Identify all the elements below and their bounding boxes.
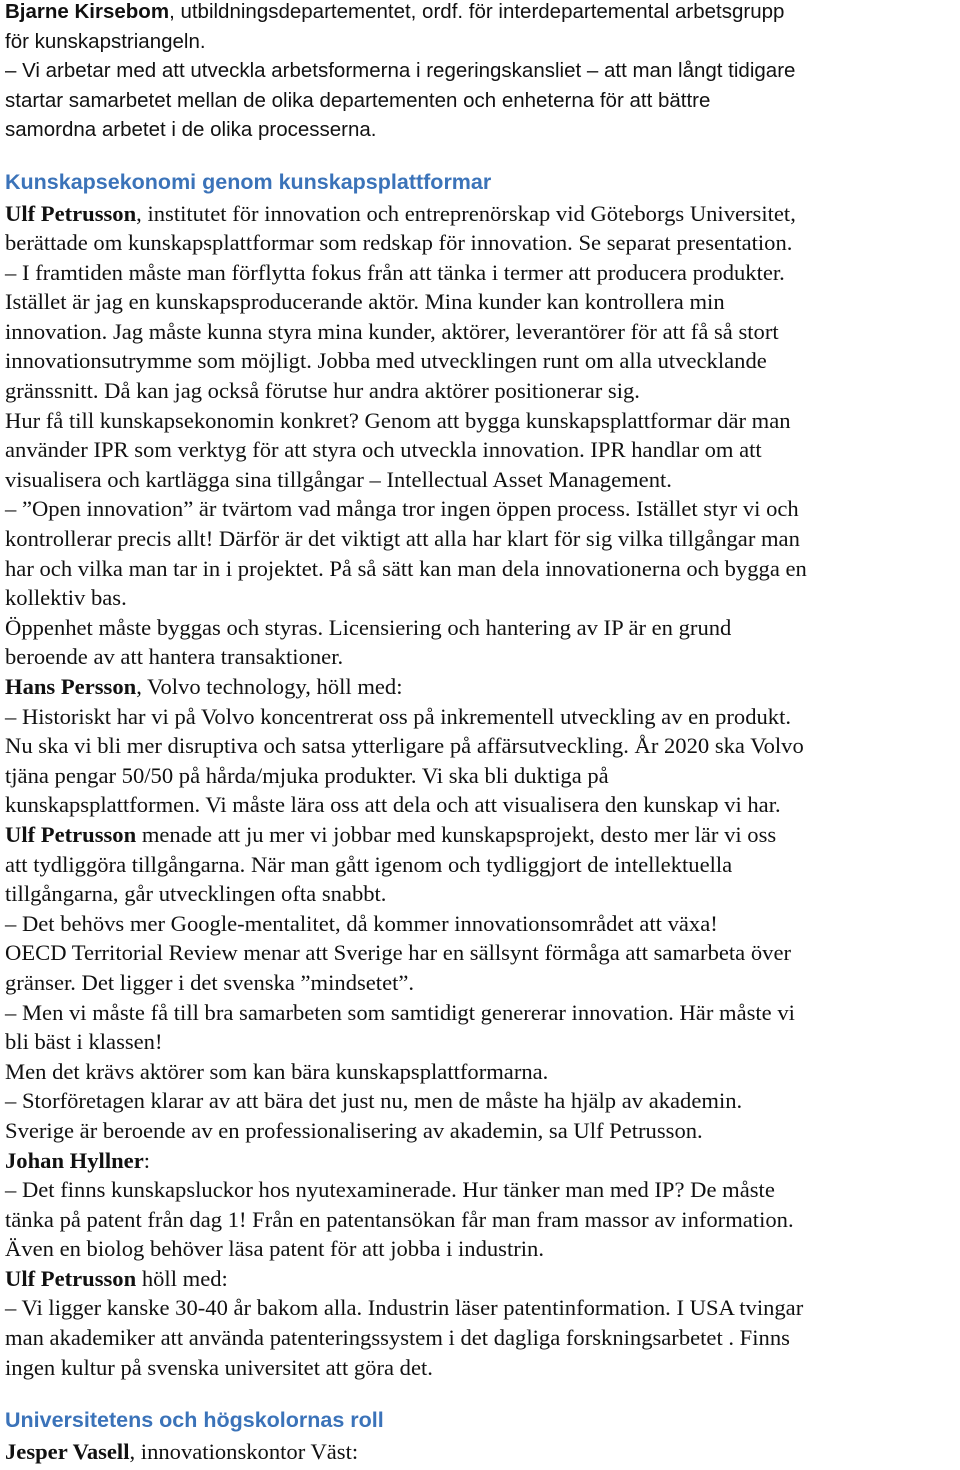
text-run: OECD Territorial Review menar att Sverige har en sällsynt förmåga att samarbeta över bbox=[5, 940, 791, 966]
text-line bbox=[5, 790, 807, 820]
text-run: att tydliggöra tillgångarna. När man gått igenom och tydliggjort de intellektuella bbox=[5, 851, 733, 877]
text-line bbox=[5, 938, 807, 968]
text-line bbox=[5, 406, 807, 436]
text-line bbox=[5, 1116, 807, 1146]
text-run: , innovationskontor Väst: bbox=[129, 1439, 359, 1464]
text-line bbox=[5, 435, 807, 465]
text-run: har och vilka man tar in i projektet. På så sätt kan man dela innovationerna och bygga en bbox=[5, 555, 807, 581]
text-run: beroende av att hantera transaktioner. bbox=[5, 644, 344, 670]
speaker-name: Jesper Vasell bbox=[5, 1439, 130, 1464]
text-line bbox=[5, 1146, 807, 1176]
text-line bbox=[5, 494, 807, 524]
text-line bbox=[5, 1027, 807, 1057]
text-line bbox=[5, 27, 795, 57]
text-run: Hur få till kunskapsekonomin konkret? Genom att bygga kunskapsplattformar där man bbox=[5, 407, 791, 433]
text-run: visualisera och kartlägga sina tillgångar – Intellectual Asset Management. bbox=[5, 466, 672, 492]
speaker-name: Bjarne Kirsebom bbox=[5, 0, 170, 23]
text-line bbox=[5, 115, 795, 145]
text-line bbox=[5, 672, 807, 702]
text-line bbox=[5, 1205, 807, 1235]
text-line bbox=[5, 583, 807, 613]
text-line bbox=[5, 998, 807, 1028]
text-line bbox=[5, 228, 807, 258]
text-run: berättade om kunskapsplattformar som redskap för innovation. Se separat presentation. bbox=[5, 230, 793, 256]
text-line bbox=[5, 346, 807, 376]
text-line bbox=[5, 1264, 807, 1294]
section-heading-universitetens-roll: Universitetens och högskolornas roll bbox=[5, 1408, 384, 1432]
text-run: , institutet för innovation och entreprenörskap vid Göteborgs Universitet, bbox=[136, 200, 796, 226]
text-run: – Det finns kunskapsluckor hos nyutexaminerade. Hur tänker man med IP? De måste bbox=[5, 1177, 775, 1203]
text-run: – Storföretagen klarar av att bära det just nu, men de måste ha hjälp av akademin. bbox=[5, 1088, 743, 1114]
speaker-name: Ulf Petrusson bbox=[5, 200, 137, 226]
text-run: man akademiker att använda patenteringssystem i det dagliga forskningsarbetet . Finns bbox=[5, 1325, 790, 1351]
text-line bbox=[5, 731, 807, 761]
text-run: Öppenhet måste byggas och styras. Licensiering och hantering av IP är en grund bbox=[5, 614, 732, 640]
text-run: – I framtiden måste man förflytta fokus från att tänka i termer att producera produkter. bbox=[5, 259, 785, 285]
text-line bbox=[5, 86, 795, 116]
text-run: – Men vi måste få till bra samarbeten som samtidigt genererar innovation. Här måste vi bbox=[5, 999, 795, 1025]
text-line bbox=[5, 376, 807, 406]
section-body-universitetens-roll bbox=[5, 1437, 358, 1467]
section-heading-kunskapsekonomi: Kunskapsekonomi genom kunskapsplattformar bbox=[5, 170, 492, 194]
text-line bbox=[5, 642, 807, 672]
text-line bbox=[5, 317, 807, 347]
speaker-name: Ulf Petrusson bbox=[5, 1265, 137, 1291]
text-line bbox=[5, 879, 807, 909]
text-run: Sverige är beroende av en professionalisering av akademin, sa Ulf Petrusson. bbox=[5, 1117, 703, 1143]
text-run: Men det krävs aktörer som kan bära kunskapsplattformarna. bbox=[5, 1058, 549, 1084]
text-run: samordna arbetet i de olika processerna. bbox=[5, 118, 377, 142]
text-line bbox=[5, 465, 807, 495]
text-line bbox=[5, 761, 807, 791]
text-line bbox=[5, 1175, 807, 1205]
text-run: Istället är jag en kunskapsproducerande aktör. Mina kunder kan kontrollera min bbox=[5, 289, 725, 315]
text-run: Även en biolog behöver läsa patent för att jobba i industrin. bbox=[5, 1236, 544, 1262]
text-line bbox=[5, 909, 807, 939]
text-run: använder IPR som verktyg för att styra och utveckla innovation. IPR handlar om att bbox=[5, 437, 762, 463]
speaker-name: Hans Persson bbox=[5, 674, 137, 699]
text-run: menade att ju mer vi jobbar med kunskapsprojekt, desto mer lär vi oss bbox=[136, 821, 777, 847]
text-line bbox=[5, 702, 807, 732]
text-run: tjäna pengar 50/50 på hårda/mjuka produkter. Vi ska bli duktiga på bbox=[5, 762, 609, 788]
text-line bbox=[5, 613, 807, 643]
intro-paragraph bbox=[5, 0, 795, 145]
text-line bbox=[5, 1293, 807, 1323]
text-line bbox=[5, 554, 807, 584]
text-run: – ”Open innovation” är tvärtom vad många tror ingen öppen process. Istället styr vi och bbox=[5, 496, 799, 522]
text-line bbox=[5, 0, 795, 27]
text-run: , Volvo technology, höll med: bbox=[136, 674, 403, 699]
text-line bbox=[5, 1353, 807, 1383]
text-run: – Vi arbetar med att utveckla arbetsformerna i regeringskansliet – att man långt tidigare bbox=[5, 59, 796, 83]
text-line bbox=[5, 1086, 807, 1116]
speaker-name: Johan Hyllner bbox=[5, 1147, 144, 1173]
text-line bbox=[5, 287, 807, 317]
text-line bbox=[5, 820, 807, 850]
text-run: – Vi ligger kanske 30-40 år bakom alla. Industrin läser patentinformation. I USA tvingar bbox=[5, 1295, 804, 1321]
text-run: innovationsutrymme som möjligt. Jobba med utvecklingen runt om alla utvecklande bbox=[5, 348, 767, 374]
text-run: : bbox=[143, 1147, 150, 1173]
text-run: bli bäst i klassen! bbox=[5, 1029, 163, 1055]
text-run: kontrollerar precis allt! Därför är det viktigt att alla har klart för sig vilka tillgångar man bbox=[5, 526, 800, 552]
text-run: gränssnitt. Då kan jag också förutse hur andra aktörer positionerar sig. bbox=[5, 378, 640, 404]
text-line bbox=[5, 199, 807, 229]
text-line bbox=[5, 1234, 807, 1264]
text-run: kollektiv bas. bbox=[5, 585, 127, 611]
text-run: för kunskapstriangeln. bbox=[5, 29, 206, 53]
text-line bbox=[5, 850, 807, 880]
text-run: kunskapsplattformen. Vi måste lära oss att dela och att visualisera den kunskap vi har. bbox=[5, 792, 781, 818]
text-line bbox=[5, 1323, 807, 1353]
text-run: tillgångarna, går utvecklingen ofta snabbt. bbox=[5, 881, 387, 907]
text-run: Nu ska vi bli mer disruptiva och satsa ytterligare på affärsutveckling. År 2020 ska Volvo bbox=[5, 733, 804, 759]
text-run: ingen kultur på svenska universitet att göra det. bbox=[5, 1354, 433, 1380]
text-line bbox=[5, 968, 807, 998]
text-run: – Det behövs mer Google-mentalitet, då kommer innovationsområdet att växa! bbox=[5, 910, 718, 936]
text-line bbox=[5, 56, 795, 86]
text-run: startar samarbetet mellan de olika departementen och enheterna för att bättre bbox=[5, 88, 711, 112]
text-line bbox=[5, 1437, 358, 1467]
text-line bbox=[5, 524, 807, 554]
text-run: gränser. Det ligger i det svenska ”mindsetet”. bbox=[5, 969, 415, 995]
speaker-name: Ulf Petrusson bbox=[5, 821, 137, 847]
text-run: tänka på patent från dag 1! Från en patentansökan får man fram massor av information. bbox=[5, 1206, 794, 1232]
text-run: , utbildningsdepartementet, ordf. för interdepartemental arbetsgrupp bbox=[169, 0, 785, 23]
section-body-kunskapsekonomi bbox=[5, 199, 807, 1383]
text-line bbox=[5, 258, 807, 288]
text-line bbox=[5, 1057, 807, 1087]
text-run: innovation. Jag måste kunna styra mina kunder, aktörer, leverantörer för att få så stort bbox=[5, 318, 779, 344]
text-run: höll med: bbox=[136, 1265, 228, 1291]
text-run: – Historiskt har vi på Volvo koncentrerat oss på inkrementell utveckling av en produkt. bbox=[5, 703, 792, 729]
